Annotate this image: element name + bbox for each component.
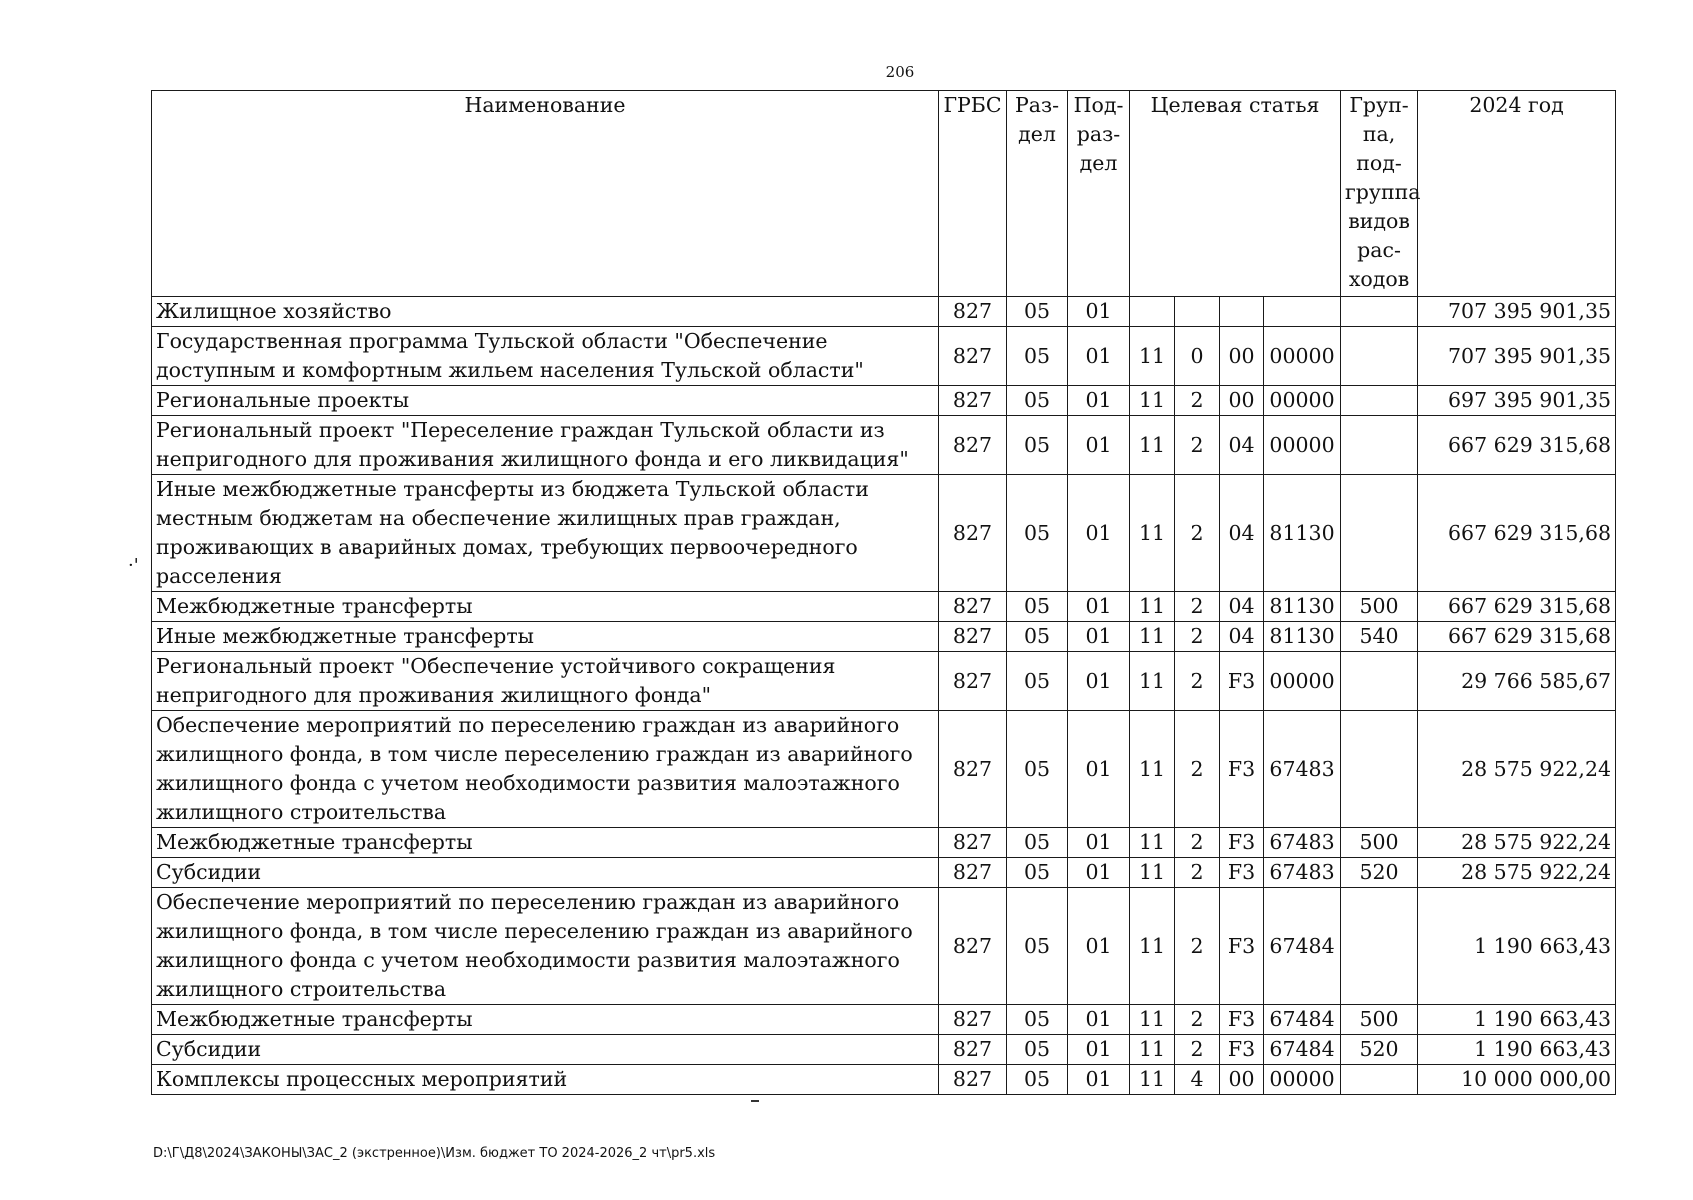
cell-amount: 667 629 315,68: [1418, 475, 1616, 592]
cell-target-direction: 67483: [1264, 858, 1341, 888]
cell-amount: 28 575 922,24: [1418, 828, 1616, 858]
cell-target-direction: 67483: [1264, 711, 1341, 828]
cell-razdel: 05: [1007, 652, 1068, 711]
cell-razdel: 05: [1007, 297, 1068, 327]
table-row: [152, 1035, 1616, 1065]
cell-target-type: 2: [1175, 828, 1220, 858]
cell-target-block: F3: [1220, 711, 1264, 828]
cell-razdel: 05: [1007, 1065, 1068, 1095]
footer-file-path: D:\Г\Д8\2024\ЗАКОНЫ\ЗАС_2 (экстренное)\Изм. бюджет ТО 2024-2026_2 чт\pr5.xls: [153, 1146, 716, 1161]
cell-target-program: 11: [1130, 1005, 1175, 1035]
cell-amount: 28 575 922,24: [1418, 711, 1616, 828]
cell-target-block: F3: [1220, 858, 1264, 888]
cell-target-type: 2: [1175, 475, 1220, 592]
cell-target-program: 11: [1130, 416, 1175, 475]
cell-razdel: 05: [1007, 327, 1068, 386]
cell-target-program: 11: [1130, 327, 1175, 386]
budget-table: [151, 90, 1616, 1095]
cell-name: Жилищное хозяйство: [152, 297, 939, 327]
cell-grbs: 827: [939, 416, 1007, 475]
cell-target-program: 11: [1130, 652, 1175, 711]
cell-name: Государственная программа Тульской области "Обеспечение доступным и комфортным жильем населения Тульской области": [152, 327, 939, 386]
cell-target-direction: 67484: [1264, 1005, 1341, 1035]
page-number: 206: [885, 63, 915, 81]
cell-target-type: 2: [1175, 858, 1220, 888]
cell-podrazdel: 01: [1068, 828, 1130, 858]
cell-target-program: 11: [1130, 475, 1175, 592]
cell-razdel: 05: [1007, 858, 1068, 888]
cell-expense-group: 520: [1341, 1035, 1418, 1065]
cell-razdel: 05: [1007, 1035, 1068, 1065]
cell-name: Региональный проект "Переселение граждан Тульской области из непригодного для проживания жилищного фонда и его ликвидация": [152, 416, 939, 475]
cell-name: Межбюджетные трансферты: [152, 592, 939, 622]
cell-target-block: 04: [1220, 475, 1264, 592]
cell-grbs: 827: [939, 858, 1007, 888]
table-body: [152, 297, 1616, 1095]
cell-amount: 10 000 000,00: [1418, 1065, 1616, 1095]
dash-mark: [751, 1100, 759, 1102]
header-podrazdel: Под- раз- дел: [1068, 91, 1130, 297]
table-row: [152, 622, 1616, 652]
table-row: [152, 386, 1616, 416]
cell-target-block: 00: [1220, 1065, 1264, 1095]
cell-expense-group: [1341, 416, 1418, 475]
cell-podrazdel: 01: [1068, 592, 1130, 622]
cell-podrazdel: 01: [1068, 327, 1130, 386]
cell-grbs: 827: [939, 711, 1007, 828]
cell-target-direction: 67484: [1264, 888, 1341, 1005]
header-razdel: Раз- дел: [1007, 91, 1068, 297]
cell-target-program: 11: [1130, 622, 1175, 652]
cell-expense-group: [1341, 386, 1418, 416]
cell-target-program: 11: [1130, 828, 1175, 858]
cell-target-type: 2: [1175, 1005, 1220, 1035]
cell-target-block: 00: [1220, 386, 1264, 416]
cell-amount: 667 629 315,68: [1418, 592, 1616, 622]
cell-target-block: [1220, 297, 1264, 327]
cell-podrazdel: 01: [1068, 297, 1130, 327]
cell-name: Межбюджетные трансферты: [152, 1005, 939, 1035]
cell-grbs: 827: [939, 1005, 1007, 1035]
cell-expense-group: [1341, 297, 1418, 327]
cell-podrazdel: 01: [1068, 652, 1130, 711]
cell-grbs: 827: [939, 888, 1007, 1005]
cell-target-program: 11: [1130, 592, 1175, 622]
table-row: [152, 652, 1616, 711]
table-row: [152, 888, 1616, 1005]
table-row: [152, 858, 1616, 888]
cell-target-program: 11: [1130, 1035, 1175, 1065]
cell-target-type: 2: [1175, 888, 1220, 1005]
cell-target-block: F3: [1220, 888, 1264, 1005]
cell-podrazdel: 01: [1068, 858, 1130, 888]
cell-grbs: 827: [939, 1065, 1007, 1095]
cell-target-block: F3: [1220, 1035, 1264, 1065]
cell-target-direction: 81130: [1264, 622, 1341, 652]
cell-target-direction: 00000: [1264, 327, 1341, 386]
cell-name: Обеспечение мероприятий по переселению граждан из аварийного жилищного фонда, в том числе переселению граждан из аварийного жилищного фонда с учетом необходимости развития малоэтажного жилищного строительства: [152, 888, 939, 1005]
cell-target-block: 04: [1220, 416, 1264, 475]
cell-target-block: 04: [1220, 622, 1264, 652]
cell-target-block: 04: [1220, 592, 1264, 622]
cell-podrazdel: 01: [1068, 888, 1130, 1005]
cell-target-type: 2: [1175, 592, 1220, 622]
cell-podrazdel: 01: [1068, 711, 1130, 828]
cell-target-type: 2: [1175, 386, 1220, 416]
cell-expense-group: [1341, 888, 1418, 1005]
cell-target-program: 11: [1130, 1065, 1175, 1095]
cell-grbs: 827: [939, 652, 1007, 711]
cell-podrazdel: 01: [1068, 386, 1130, 416]
cell-target-direction: 67484: [1264, 1035, 1341, 1065]
cell-grbs: 827: [939, 828, 1007, 858]
cell-target-type: 2: [1175, 622, 1220, 652]
cell-target-type: 2: [1175, 711, 1220, 828]
cell-razdel: 05: [1007, 592, 1068, 622]
cell-name: Комплексы процессных мероприятий: [152, 1065, 939, 1095]
cell-expense-group: 520: [1341, 858, 1418, 888]
cell-amount: 28 575 922,24: [1418, 858, 1616, 888]
table-row: [152, 416, 1616, 475]
cell-target-direction: 00000: [1264, 1065, 1341, 1095]
table-row: [152, 1065, 1616, 1095]
cell-target-program: 11: [1130, 888, 1175, 1005]
cell-expense-group: [1341, 327, 1418, 386]
cell-name: Субсидии: [152, 1035, 939, 1065]
cell-target-direction: 67483: [1264, 828, 1341, 858]
cell-target-type: 4: [1175, 1065, 1220, 1095]
cell-razdel: 05: [1007, 1005, 1068, 1035]
cell-podrazdel: 01: [1068, 622, 1130, 652]
cell-target-block: F3: [1220, 1005, 1264, 1035]
header-target-article: Целевая статья: [1130, 91, 1341, 297]
cell-name: Иные межбюджетные трансферты из бюджета Тульской области местным бюджетам на обеспечение жилищных прав граждан, проживающих в аварийных домах, требующих первоочередного расселения: [152, 475, 939, 592]
table-header-row: [152, 91, 1616, 297]
cell-expense-group: 500: [1341, 592, 1418, 622]
cell-razdel: 05: [1007, 828, 1068, 858]
cell-grbs: 827: [939, 475, 1007, 592]
cell-podrazdel: 01: [1068, 475, 1130, 592]
cell-expense-group: [1341, 711, 1418, 828]
table-row: [152, 592, 1616, 622]
cell-razdel: 05: [1007, 386, 1068, 416]
cell-expense-group: 540: [1341, 622, 1418, 652]
cell-amount: 1 190 663,43: [1418, 888, 1616, 1005]
cell-amount: 1 190 663,43: [1418, 1035, 1616, 1065]
cell-grbs: 827: [939, 592, 1007, 622]
cell-target-program: 11: [1130, 858, 1175, 888]
cell-podrazdel: 01: [1068, 1065, 1130, 1095]
cell-target-type: [1175, 297, 1220, 327]
cell-amount: 667 629 315,68: [1418, 416, 1616, 475]
cell-target-type: 2: [1175, 1035, 1220, 1065]
cell-expense-group: [1341, 1065, 1418, 1095]
table-row: [152, 828, 1616, 858]
cell-name: Региональные проекты: [152, 386, 939, 416]
cell-grbs: 827: [939, 297, 1007, 327]
cell-grbs: 827: [939, 327, 1007, 386]
cell-razdel: 05: [1007, 888, 1068, 1005]
cell-amount: 1 190 663,43: [1418, 1005, 1616, 1035]
cell-target-program: 11: [1130, 386, 1175, 416]
table-row: [152, 711, 1616, 828]
cell-grbs: 827: [939, 386, 1007, 416]
cell-razdel: 05: [1007, 711, 1068, 828]
cell-target-direction: [1264, 297, 1341, 327]
cell-podrazdel: 01: [1068, 1005, 1130, 1035]
cell-razdel: 05: [1007, 416, 1068, 475]
cell-podrazdel: 01: [1068, 1035, 1130, 1065]
cell-target-program: [1130, 297, 1175, 327]
cell-grbs: 827: [939, 622, 1007, 652]
cell-expense-group: [1341, 652, 1418, 711]
cell-name: Обеспечение мероприятий по переселению граждан из аварийного жилищного фонда, в том числе переселению граждан из аварийного жилищного фонда с учетом необходимости развития малоэтажного жилищного строительства: [152, 711, 939, 828]
cell-target-block: F3: [1220, 828, 1264, 858]
cell-name: Субсидии: [152, 858, 939, 888]
cell-target-direction: 81130: [1264, 592, 1341, 622]
cell-target-direction: 00000: [1264, 416, 1341, 475]
header-expense-group: Груп- па, под- группа видов рас- ходов: [1341, 91, 1418, 297]
header-grbs: ГРБС: [939, 91, 1007, 297]
cell-podrazdel: 01: [1068, 416, 1130, 475]
cell-target-block: 00: [1220, 327, 1264, 386]
cell-target-type: 2: [1175, 416, 1220, 475]
margin-mark: ·': [128, 555, 139, 576]
header-year-2024: 2024 год: [1418, 91, 1616, 297]
cell-razdel: 05: [1007, 475, 1068, 592]
cell-target-block: F3: [1220, 652, 1264, 711]
cell-expense-group: 500: [1341, 1005, 1418, 1035]
cell-target-type: 0: [1175, 327, 1220, 386]
table-row: [152, 297, 1616, 327]
cell-name: Иные межбюджетные трансферты: [152, 622, 939, 652]
header-name: Наименование: [152, 91, 939, 297]
cell-expense-group: 500: [1341, 828, 1418, 858]
cell-amount: 697 395 901,35: [1418, 386, 1616, 416]
cell-amount: 707 395 901,35: [1418, 327, 1616, 386]
cell-name: Межбюджетные трансферты: [152, 828, 939, 858]
cell-target-type: 2: [1175, 652, 1220, 711]
cell-grbs: 827: [939, 1035, 1007, 1065]
table-row: [152, 327, 1616, 386]
cell-amount: 29 766 585,67: [1418, 652, 1616, 711]
table-row: [152, 1005, 1616, 1035]
cell-target-program: 11: [1130, 711, 1175, 828]
table-row: [152, 475, 1616, 592]
cell-target-direction: 81130: [1264, 475, 1341, 592]
cell-amount: 707 395 901,35: [1418, 297, 1616, 327]
cell-name: Региональный проект "Обеспечение устойчивого сокращения непригодного для проживания жилищного фонда": [152, 652, 939, 711]
cell-razdel: 05: [1007, 622, 1068, 652]
cell-target-direction: 00000: [1264, 386, 1341, 416]
cell-amount: 667 629 315,68: [1418, 622, 1616, 652]
cell-target-direction: 00000: [1264, 652, 1341, 711]
cell-expense-group: [1341, 475, 1418, 592]
